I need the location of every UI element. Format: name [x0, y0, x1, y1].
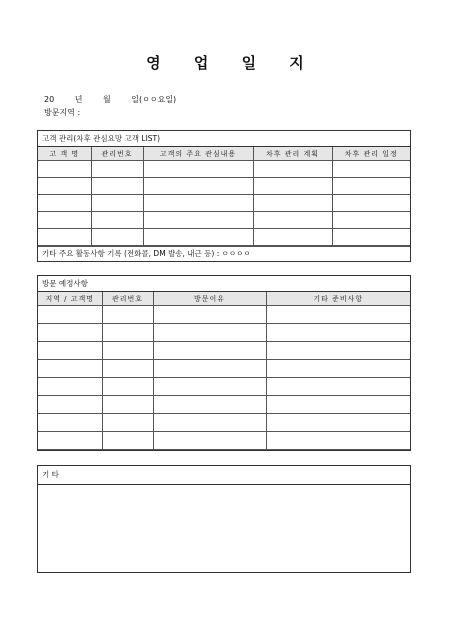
table-cell[interactable]	[266, 360, 410, 378]
table-cell[interactable]	[143, 178, 253, 195]
table-cell[interactable]	[143, 195, 253, 212]
table-cell[interactable]	[153, 378, 266, 396]
table-row	[38, 212, 410, 229]
table-cell[interactable]	[153, 414, 266, 432]
table-cell[interactable]	[91, 229, 143, 246]
table-cell[interactable]	[102, 360, 153, 378]
visit-table	[38, 292, 410, 450]
table-cell[interactable]	[143, 229, 253, 246]
table-cell[interactable]	[266, 342, 410, 360]
table-cell[interactable]	[38, 161, 91, 178]
table-cell[interactable]	[153, 396, 266, 414]
table-cell[interactable]	[332, 195, 410, 212]
table-cell[interactable]	[102, 396, 153, 414]
table-cell[interactable]	[332, 229, 410, 246]
page-title: 영 업 일 지	[146, 54, 318, 72]
table-cell[interactable]	[38, 306, 102, 324]
table-cell[interactable]	[102, 432, 153, 450]
table-cell[interactable]	[266, 396, 410, 414]
table-row	[38, 414, 410, 432]
customer-management-section	[37, 130, 411, 262]
table-cell[interactable]	[91, 161, 143, 178]
visit-section-title: 방문 예정사항	[38, 276, 410, 292]
table-row	[38, 378, 410, 396]
table-row	[38, 360, 410, 378]
col-visit-reason: 방문이유	[153, 292, 266, 306]
table-cell[interactable]	[266, 432, 410, 450]
table-cell[interactable]	[102, 414, 153, 432]
col-followup-plan: 차후 관리 계획	[253, 147, 332, 161]
table-cell[interactable]	[38, 396, 102, 414]
date-year-unit: 년	[74, 95, 83, 104]
date-line	[44, 94, 194, 105]
table-cell[interactable]	[102, 306, 153, 324]
table-cell[interactable]	[253, 212, 332, 229]
table-row	[38, 324, 410, 342]
table-cell[interactable]	[266, 414, 410, 432]
table-cell[interactable]	[38, 324, 102, 342]
table-row	[38, 432, 410, 450]
table-cell[interactable]	[38, 360, 102, 378]
col-customer-name: 고 객 명	[38, 147, 91, 161]
table-cell[interactable]	[253, 178, 332, 195]
col-other-preparation: 기타 준비사항	[266, 292, 410, 306]
table-cell[interactable]	[153, 432, 266, 450]
col-region-customer: 지역 / 고객명	[38, 292, 102, 306]
col-followup-schedule: 차후 관리 일정	[332, 147, 410, 161]
table-row	[38, 396, 410, 414]
col-main-interest: 고객의 주요 관심내용	[143, 147, 253, 161]
table-row	[38, 195, 410, 212]
table-cell[interactable]	[332, 161, 410, 178]
table-cell[interactable]	[143, 161, 253, 178]
table-cell[interactable]	[153, 342, 266, 360]
table-cell[interactable]	[332, 178, 410, 195]
table-cell[interactable]	[266, 324, 410, 342]
table-cell[interactable]	[153, 306, 266, 324]
table-cell[interactable]	[38, 414, 102, 432]
table-cell[interactable]	[102, 378, 153, 396]
customer-section-title: 고객 관리(차후 관심요망 고객 LIST)	[38, 131, 410, 147]
table-cell[interactable]	[38, 195, 91, 212]
table-cell[interactable]	[266, 306, 410, 324]
table-cell[interactable]	[253, 161, 332, 178]
table-cell[interactable]	[38, 212, 91, 229]
etc-section-title: 기 타	[38, 466, 410, 485]
table-cell[interactable]	[266, 378, 410, 396]
table-cell[interactable]	[38, 229, 91, 246]
table-cell[interactable]	[253, 229, 332, 246]
other-activity-note: 기타 주요 활동사항 기록 (전화콜, DM 발송, 내근 등) : ㅇㅇㅇㅇ	[38, 246, 410, 261]
col-management-no: 관리번호	[102, 292, 153, 306]
date-month-unit: 월	[103, 95, 111, 104]
table-cell[interactable]	[332, 212, 410, 229]
etc-section	[37, 465, 411, 573]
table-cell[interactable]	[143, 212, 253, 229]
visit-schedule-section	[37, 275, 411, 451]
customer-table	[38, 147, 410, 246]
table-cell[interactable]	[91, 195, 143, 212]
table-cell[interactable]	[91, 178, 143, 195]
table-cell[interactable]	[153, 324, 266, 342]
table-cell[interactable]	[102, 342, 153, 360]
visit-region-label: 방문지역 :	[44, 108, 81, 117]
table-row	[38, 178, 410, 195]
table-row	[38, 306, 410, 324]
table-row	[38, 161, 410, 178]
table-cell[interactable]	[38, 342, 102, 360]
table-row	[38, 342, 410, 360]
table-cell[interactable]	[38, 178, 91, 195]
table-cell[interactable]	[91, 212, 143, 229]
table-cell[interactable]	[102, 324, 153, 342]
table-cell[interactable]	[253, 195, 332, 212]
col-management-no: 관리번호	[91, 147, 143, 161]
table-cell[interactable]	[38, 432, 102, 450]
table-cell[interactable]	[153, 360, 266, 378]
date-day-unit: 일(ㅇㅇ요일)	[131, 95, 177, 104]
table-cell[interactable]	[38, 378, 102, 396]
date-year: 20	[44, 95, 55, 104]
table-row	[38, 229, 410, 246]
